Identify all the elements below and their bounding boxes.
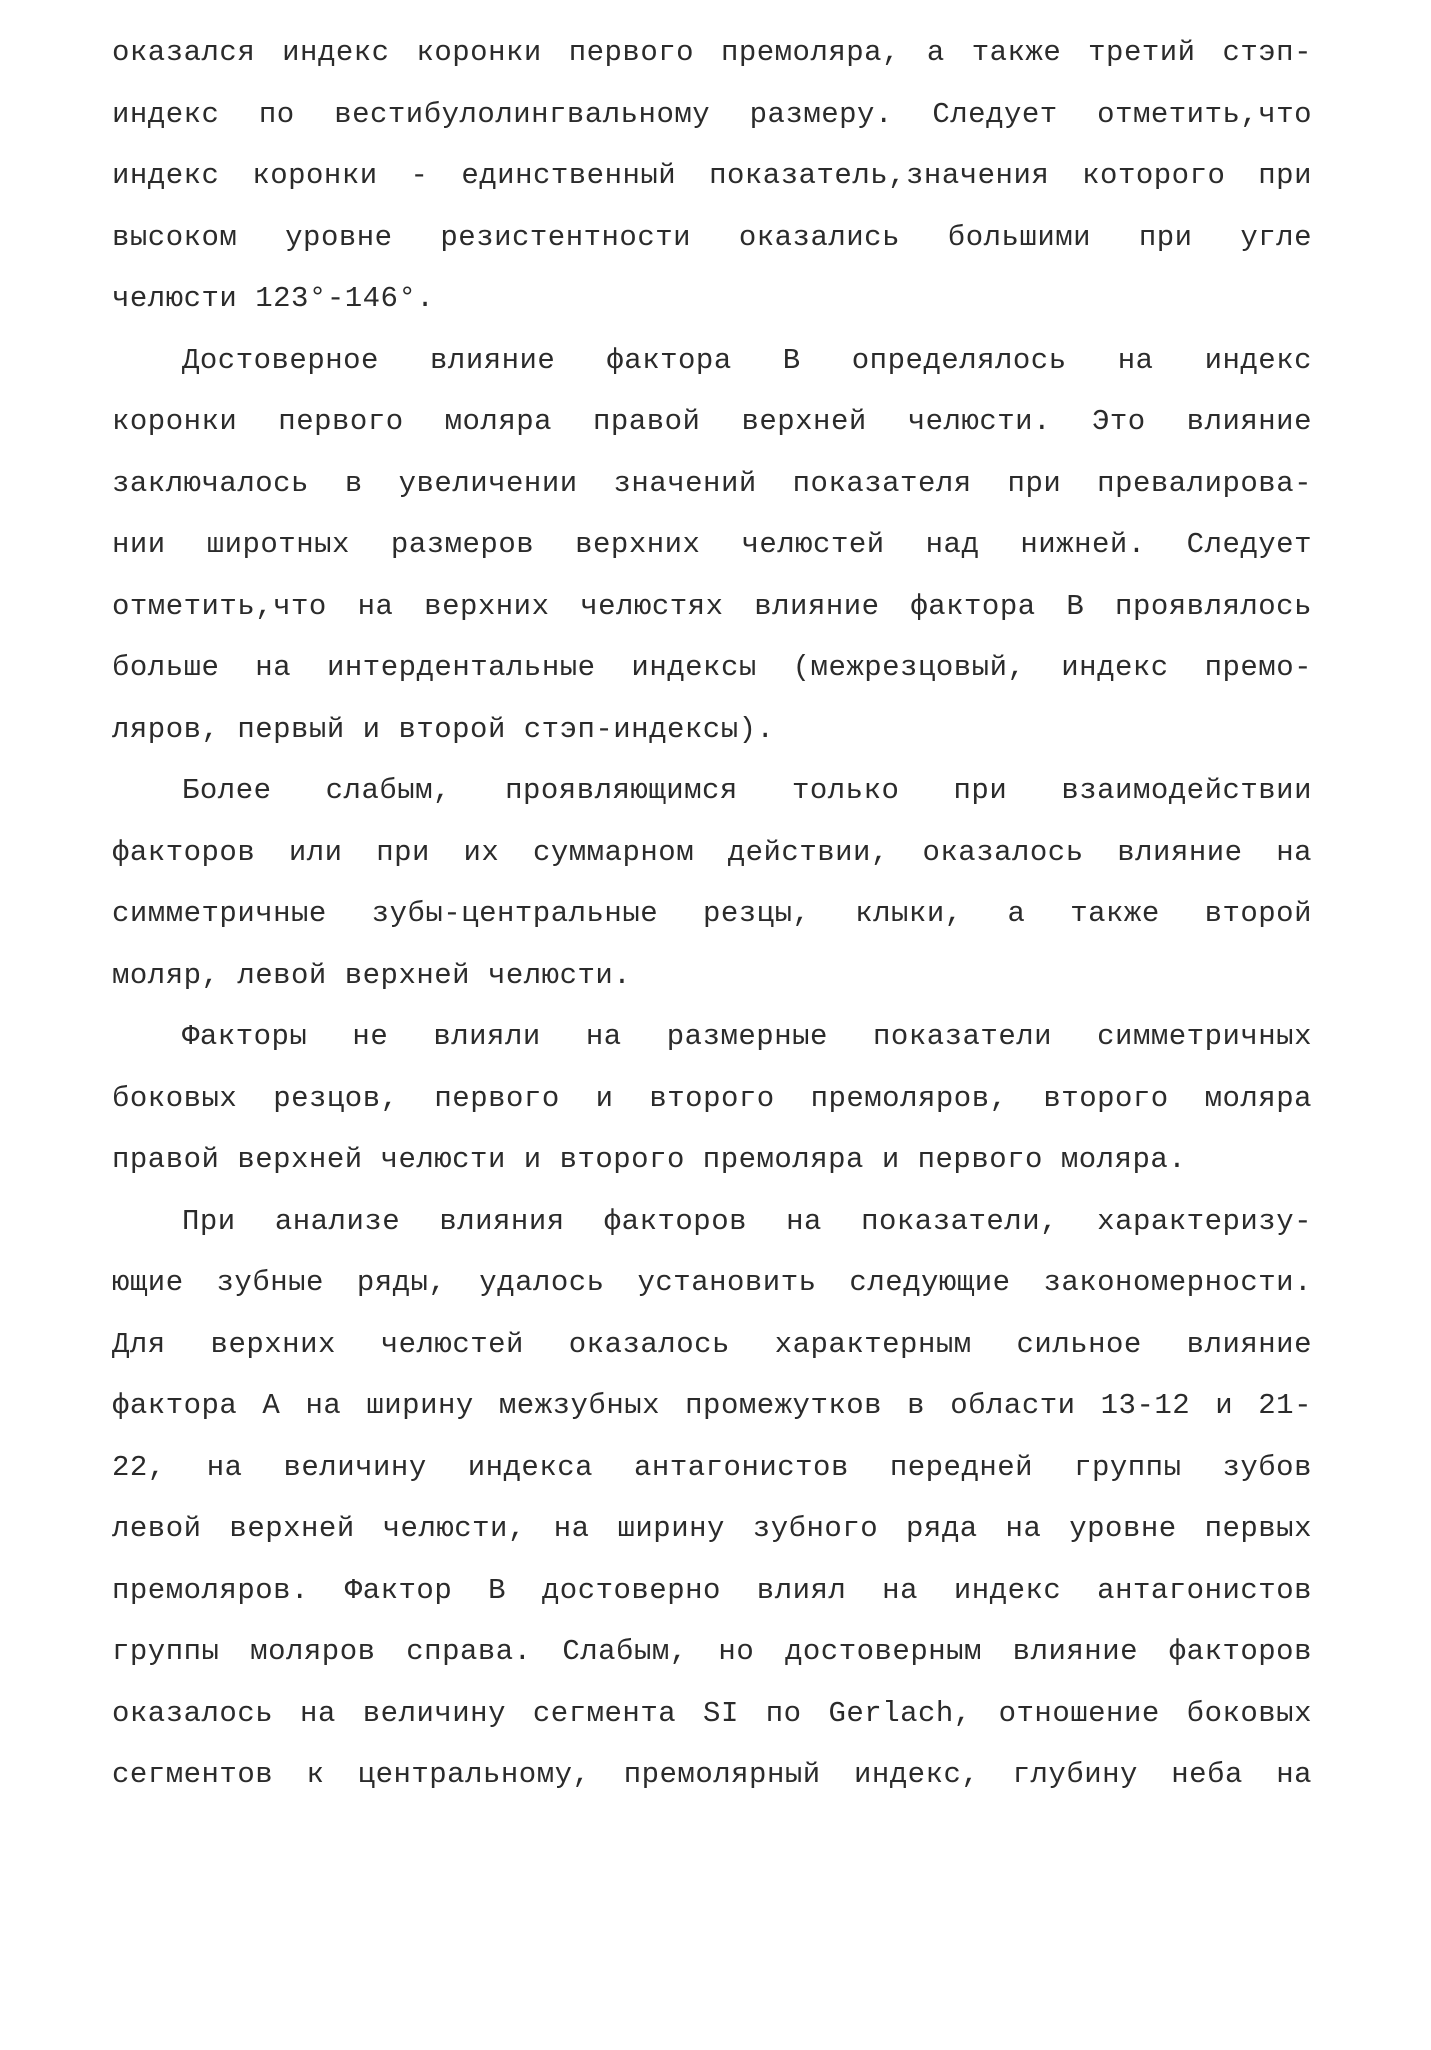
text-line: моляр, левой верхней челюсти. <box>112 958 632 992</box>
paragraph <box>112 1191 1312 1806</box>
text-line: индекс по вестибулолингвальному размеру. Следует отметить,что <box>112 97 1312 131</box>
text-line: нии широтных размеров верхних челюстей над нижней. Следует <box>112 528 1312 561</box>
text-line: При анализе влияния факторов на показатели, характеризу- <box>182 1204 1312 1238</box>
text-line: высоком уровне резистентности оказались большими при угле <box>112 220 1312 254</box>
text-line: симметричные зубы-центральные резцы, клыки, а также второй <box>112 897 1312 930</box>
text-line: правой верхней челюсти и второго премоляра и первого моляра. <box>112 1143 1187 1176</box>
paragraph <box>112 22 1312 330</box>
text-line: группы моляров справа. Слабым, но достоверным влияние факторов <box>112 1635 1312 1668</box>
text-line: факторов или при их суммарном действии, оказалось влияние на <box>112 835 1312 869</box>
text-line: оказалось на величину сегмента SI по Gerlach, отношение боковых <box>112 1696 1312 1730</box>
text-line: фактора А на ширину межзубных промежутков в области 13-12 и 21- <box>112 1389 1312 1422</box>
text-line: ляров, первый и второй стэп-индексы). <box>112 712 775 746</box>
text-line: заключалось в увеличении значений показателя при превалирова- <box>112 466 1312 500</box>
text-line: больше на интердентальные индексы (межрезцовый, индекс премо- <box>112 651 1312 684</box>
paragraph <box>112 1006 1312 1191</box>
text-line: 22, на величину индекса антагонистов передней группы зубов <box>112 1450 1312 1484</box>
text-line: боковых резцов, первого и второго премоляров, второго моляра <box>112 1081 1312 1115</box>
body-text <box>112 22 1312 1806</box>
text-line: Для верхних челюстей оказалось характерным сильное влияние <box>112 1327 1312 1361</box>
text-line: оказался индекс коронки первого премоляра, а также третий стэп- <box>112 36 1312 69</box>
text-line: отметить,что на верхних челюстях влияние фактора В проявлялось <box>112 589 1312 623</box>
text-line: левой верхней челюсти, на ширину зубного ряда на уровне первых <box>112 1512 1312 1545</box>
text-line: индекс коронки - единственный показатель,значения которого при <box>112 159 1312 192</box>
text-line: сегментов к центральному, премолярный индекс, глубину неба на <box>112 1758 1312 1791</box>
text-line: Более слабым, проявляющимся только при взаимодействии <box>182 774 1312 807</box>
text-line: коронки первого моляра правой верхней челюсти. Это влияние <box>112 405 1312 438</box>
text-line: Достоверное влияние фактора В определялось на индекс <box>182 343 1312 377</box>
text-line: премоляров. Фактор В достоверно влиял на индекс антагонистов <box>112 1573 1312 1607</box>
text-line: челюсти 123°-146°. <box>112 282 435 315</box>
text-line: Факторы не влияли на размерные показатели симметричных <box>182 1020 1312 1053</box>
paragraph <box>112 330 1312 761</box>
text-line: ющие зубные ряды, удалось установить следующие закономерности. <box>112 1266 1312 1299</box>
paragraph <box>112 760 1312 1006</box>
